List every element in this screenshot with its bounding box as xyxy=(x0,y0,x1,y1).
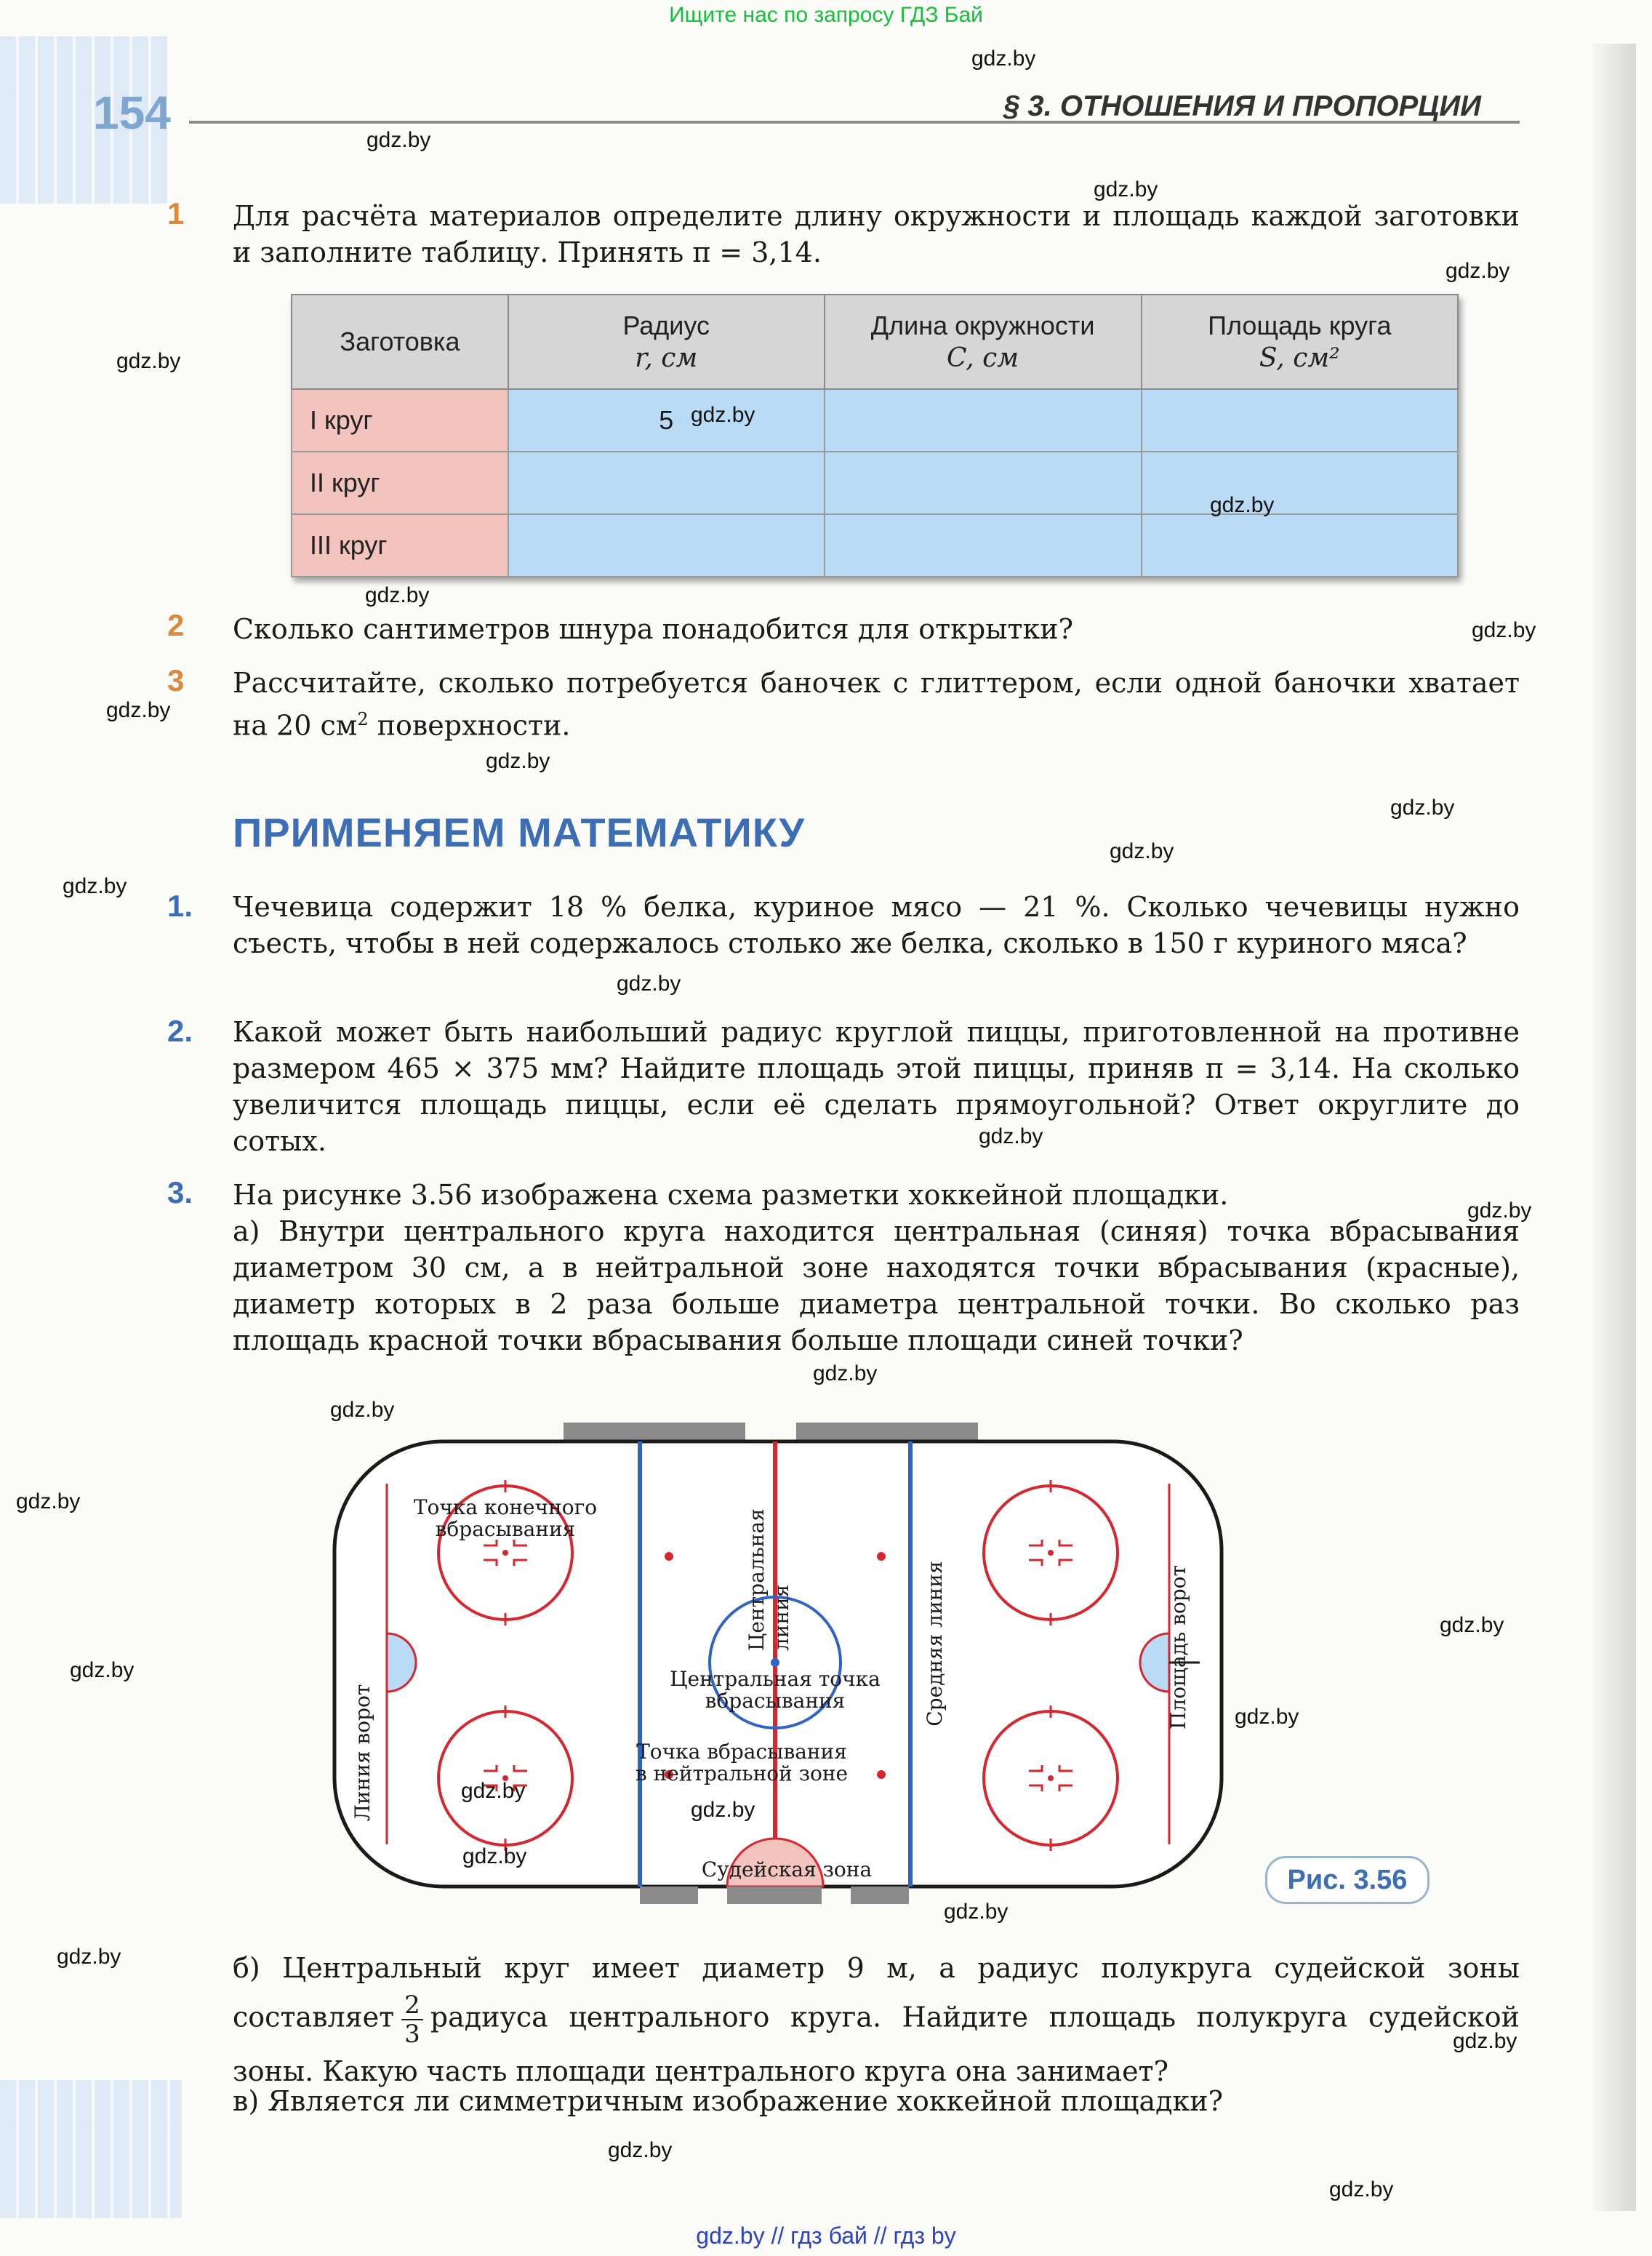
circumference-cell[interactable] xyxy=(825,452,1142,514)
label-center-dot: Центральная точка вбрасывания xyxy=(670,1667,881,1713)
watermark[interactable]: gdz.by xyxy=(1390,796,1455,820)
neutral-faceoff-dot xyxy=(877,1770,886,1779)
task-number: 2 xyxy=(167,608,185,642)
watermark[interactable]: gdz.by xyxy=(1094,177,1158,201)
task-text: Рассчитайте, сколько потребуется баночек с глиттером, если одной баночки хватает на 20 $см^2$ поверхности. xyxy=(233,667,1520,742)
watermark[interactable]: gdz.by xyxy=(971,47,1036,71)
label-crease: Площадь ворот xyxy=(1166,1564,1190,1730)
page-edge-shadow xyxy=(1592,44,1636,2211)
radius-cell[interactable] xyxy=(508,452,825,514)
neutral-faceoff-dot xyxy=(665,1552,673,1561)
watermark[interactable]: gdz.by xyxy=(1453,2029,1517,2053)
problem-text: Чечевица содержит 18 % белка, куриное мясо — 21 %. Сколько чечевицы нужно съесть, чтобы в ней содержалось столько же белка, сколько в 150 г куриного мяса? xyxy=(233,891,1520,959)
bench-box xyxy=(796,1423,978,1441)
page-number: 154 xyxy=(93,87,171,139)
problem-part-v: в) Является ли симметричным изображение хоккейной площадки? xyxy=(233,2085,1223,2117)
task-number: 1 xyxy=(167,196,185,231)
watermark[interactable]: gdz.by xyxy=(330,1398,395,1422)
radius-cell[interactable]: 5 xyxy=(508,389,825,452)
blanks-table xyxy=(291,294,1459,577)
watermark[interactable]: gdz.by xyxy=(1210,493,1275,517)
circumference-cell[interactable] xyxy=(825,389,1142,452)
area-cell[interactable] xyxy=(1142,389,1458,452)
watermark[interactable]: gdz.by xyxy=(1329,2177,1394,2201)
row-label: I круг xyxy=(292,389,508,452)
label-blue-line: Средняя линия xyxy=(923,1561,947,1727)
circumference-cell[interactable] xyxy=(825,514,1142,577)
row-label: III круг xyxy=(292,514,508,577)
decorative-strip-bottom xyxy=(0,2080,182,2218)
table-header-cell: Площадь круга S, см² xyxy=(1142,295,1458,389)
watermark[interactable]: gdz.by xyxy=(608,2138,673,2162)
watermark[interactable]: gdz.by xyxy=(63,874,127,898)
problem-part-b: б) Центральный круг имеет диаметр 9 м, а радиус полукруга судейской зоны составляет $\frac{2}{3}$ радиуса центрального круга. Найдите площадь полукруга судейской зоны. Какую часть площади центрального круга она занимает? xyxy=(233,1952,1520,2087)
problem-intro: На рисунке 3.56 изображена схема разметки хоккейной площадки. xyxy=(233,1179,1229,1211)
neutral-faceoff-dot xyxy=(877,1552,886,1561)
table-row xyxy=(292,389,1458,452)
bench-box xyxy=(640,1887,698,1904)
watermark[interactable]: gdz.by xyxy=(617,972,681,996)
watermark[interactable]: gdz.by xyxy=(365,583,430,607)
label-referee: Судейская зона xyxy=(701,1857,873,1881)
bench-box xyxy=(851,1887,909,1904)
figure-label: Рис. 3.56 xyxy=(1265,1856,1430,1904)
problem-number: 2. xyxy=(167,1014,193,1048)
label-center-line: Центральнаялиния xyxy=(745,1508,793,1651)
watermark[interactable]: gdz.by xyxy=(1446,259,1510,283)
top-banner[interactable]: Ищите нас по запросу ГДЗ Бай xyxy=(669,3,983,27)
bench-box xyxy=(564,1423,745,1441)
radius-cell[interactable] xyxy=(508,514,825,577)
watermark[interactable]: gdz.by xyxy=(1467,1199,1532,1223)
watermark[interactable]: gdz.by xyxy=(1235,1705,1299,1729)
center-faceoff-dot xyxy=(771,1658,779,1667)
watermark[interactable]: gdz.by xyxy=(461,1779,526,1803)
section-header: § 3. ОТНОШЕНИЯ И ПРОПОРЦИИ xyxy=(1003,90,1481,122)
problem-number: 1. xyxy=(167,889,193,923)
bench-box xyxy=(727,1887,822,1904)
watermark[interactable]: gdz.by xyxy=(462,1844,527,1868)
area-cell[interactable] xyxy=(1142,514,1458,577)
label-neutral-dots: Точка вбрасывания в нейтральной зоне xyxy=(635,1740,849,1785)
watermark[interactable]: gdz.by xyxy=(116,349,181,373)
problem-part-a: а) Внутри центрального круга находится центральная (синяя) точка вбрасывания диаметром 30 см, а в нейтральной зоне находятся точки вбрасывания (красные), диаметр которых в 2 раза больше диаметра центральной точки. Во сколько раз площадь красной точки вбрасывания больше площади синей точки? xyxy=(233,1215,1520,1356)
bottom-banner[interactable]: gdz.by // гдз бай // гдз by xyxy=(696,2223,956,2249)
task-text: Сколько сантиметров шнура понадобится для открытки? xyxy=(233,613,1073,645)
watermark[interactable]: gdz.by xyxy=(1472,618,1536,642)
table-header-cell: Радиус r, см xyxy=(508,295,825,389)
watermark[interactable]: gdz.by xyxy=(691,1798,755,1822)
watermark[interactable]: gdz.by xyxy=(944,1900,1009,1924)
watermark[interactable]: gdz.by xyxy=(366,128,431,152)
task-number: 3 xyxy=(167,663,185,697)
watermark[interactable]: gdz.by xyxy=(486,749,550,773)
area-cell[interactable] xyxy=(1142,452,1458,514)
table-row xyxy=(292,514,1458,577)
watermark[interactable]: gdz.by xyxy=(70,1658,135,1682)
section-title: ПРИМЕНЯЕМ МАТЕМАТИКУ xyxy=(233,809,806,855)
watermark[interactable]: gdz.by xyxy=(106,698,171,722)
hockey-rink-diagram xyxy=(320,1411,1236,1913)
watermark[interactable]: gdz.by xyxy=(813,1361,878,1385)
fraction: $\frac{2}{3}$ xyxy=(401,1991,423,2048)
watermark[interactable]: gdz.by xyxy=(57,1945,121,1969)
problem-text: Какой может быть наибольший радиус круглой пиццы, приготовленной на противне размером 465 × 375 мм? Найдите площадь этой пиццы, приняв π = 3,14. На сколько увеличится площадь пиццы, если её сделать прямоугольной? Ответ округлите до сотых. xyxy=(233,1016,1520,1157)
problem-number: 3. xyxy=(167,1175,193,1209)
watermark[interactable]: gdz.by xyxy=(691,403,755,427)
label-end-faceoff: Точка конечного вбрасывания xyxy=(413,1495,598,1541)
table-header-row xyxy=(292,295,1458,389)
watermark[interactable]: gdz.by xyxy=(979,1124,1043,1148)
label-goal-line: Линия ворот xyxy=(350,1684,374,1822)
watermark[interactable]: gdz.by xyxy=(1110,839,1174,863)
watermark[interactable]: gdz.by xyxy=(16,1489,81,1513)
row-label: II круг xyxy=(292,452,508,514)
task-text: Для расчёта материалов определите длину окружности и площадь каждой заготовки и заполните таблицу. Принять π = 3,14. xyxy=(233,200,1520,268)
table-header-cell: Заготовка xyxy=(292,295,508,389)
table-row xyxy=(292,452,1458,514)
watermark[interactable]: gdz.by xyxy=(1440,1613,1504,1637)
table-header-cell: Длина окружности C, см xyxy=(825,295,1142,389)
